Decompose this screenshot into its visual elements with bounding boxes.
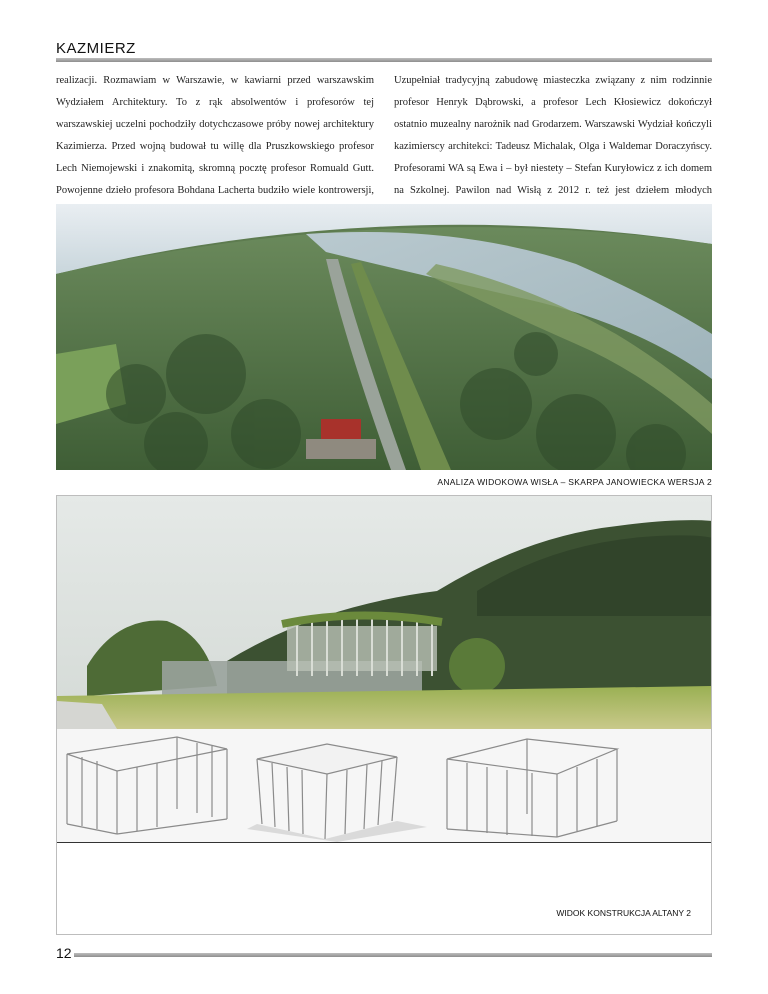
board-divider-line xyxy=(57,842,712,843)
text-column-right xyxy=(394,70,712,224)
pavilion-structure-sketches xyxy=(57,729,712,842)
board-caption: WIDOK KONSTRUKCJA ALTANY 2 xyxy=(556,908,691,918)
aerial-photo-caption: ANALIZA WIDOKOWA WISŁA – SKARPA JANOWIECKA WERSJA 2 xyxy=(437,477,712,487)
aerial-photo xyxy=(56,204,712,470)
board-footer-strip xyxy=(56,925,712,931)
aerial-photo-illustration xyxy=(56,204,712,470)
pavilion-rendering-illustration xyxy=(57,496,712,729)
running-header: KAZMIERZ xyxy=(56,40,136,57)
presentation-board xyxy=(56,495,712,935)
header-rule xyxy=(56,58,712,62)
paragraph-right: Uzupełniał tradycyjną zabudowę miasteczka związany z nim rodzinnie profesor Henryk Dąbrowski, a profesor Lech Kłosiewicz dokończył ostatnio muzealny narożnik nad Grodarzem. Warszawski Wydział kończyli kazimierscy architekci: Tadeusz Michalak, Olga i Waldemar Doraczyńscy. Profesorami WA są Ewa i – był niestety – Stefan Kuryłowicz z ich domem na Szkolnej. Pawilon nad Wisłą z 2012 r. też jest dziełem młodych xyxy=(394,75,712,196)
pavilion-rendering xyxy=(57,496,712,729)
paragraph-left: realizacji. Rozmawiam w Warszawie, w kawiarni przed warszawskim Wydziałem Architektury. To z rąk absolwentów i profesorów tej warszawskiej uczelni pochodziły dotychczasowe próby nowej architektury Kazimierza. Przed wojną budował tu willę dla Pruszkowskiego profesor Lech Niemojewski i znakomitą, skromną pocztę profesor Romuald Gutt. Powojenne dzieło profesora Bohdana Lacherta budziło wiele kontrowersji, xyxy=(56,75,374,196)
structure-sketches-illustration xyxy=(57,729,712,842)
footer-rule xyxy=(74,953,712,957)
page-number: 12 xyxy=(56,945,72,961)
text-column-left xyxy=(56,70,374,224)
